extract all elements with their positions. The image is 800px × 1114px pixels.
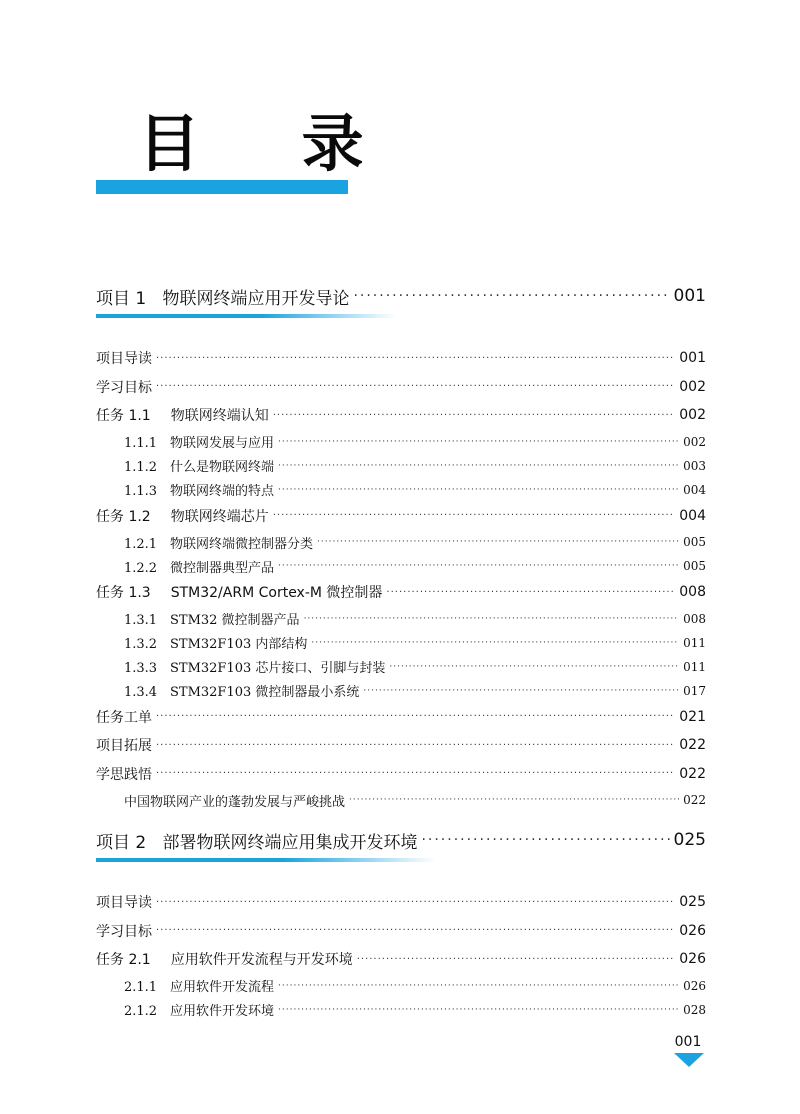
project-page: 001 <box>673 286 706 306</box>
dot-leader <box>278 981 679 991</box>
project-label <box>96 828 417 853</box>
toc-subentry[interactable] <box>96 530 706 554</box>
entry-number: 1.1.2 <box>124 460 158 475</box>
title-underline <box>96 180 348 194</box>
entry-label: 学习目标 <box>96 923 152 940</box>
entry-number: 1.3.3 <box>124 661 158 676</box>
entry-title: 物联网发展与应用 <box>170 436 275 451</box>
dot-leader <box>156 381 675 392</box>
entry-page: 028 <box>683 1002 706 1017</box>
entry-page: 022 <box>683 793 706 807</box>
entry-number: 1.1.1 <box>124 436 158 451</box>
entry-page: 003 <box>683 458 706 473</box>
dot-leader <box>278 437 679 447</box>
entry-title: STM32/ARM Cortex-M 微控制器 <box>170 585 383 602</box>
project-number: 项目 1 <box>96 288 147 309</box>
toc-entry[interactable] <box>96 401 706 430</box>
entry-title: STM32 微控制器产品 <box>170 613 300 628</box>
entry-page: 017 <box>683 683 706 698</box>
entry-number: 1.3.1 <box>124 613 158 628</box>
entry-page: 021 <box>679 708 706 725</box>
dot-leader <box>349 795 679 805</box>
entry-label <box>96 582 382 602</box>
entry-label <box>96 405 269 425</box>
entry-page: 022 <box>679 737 706 754</box>
entry-label <box>96 506 269 526</box>
toc-subentry[interactable] <box>96 974 706 998</box>
dot-leader <box>273 510 676 521</box>
entry-number: 任务 1.3 <box>96 585 151 602</box>
entry-page: 025 <box>679 894 706 911</box>
entry-number: 2.1.1 <box>124 980 158 995</box>
entry-title: 微控制器典型产品 <box>170 560 275 576</box>
toc-entry[interactable] <box>96 373 706 402</box>
dot-leader <box>304 614 680 624</box>
toc-entry[interactable] <box>96 703 706 732</box>
entry-page: 002 <box>679 378 706 395</box>
entry-label <box>124 657 385 676</box>
dot-leader <box>363 686 679 696</box>
entry-title: 物联网终端微控制器分类 <box>170 536 314 552</box>
entry-page: 011 <box>683 659 706 674</box>
page-number-triangle-icon <box>674 1053 704 1067</box>
entry-label: 项目导读 <box>96 351 152 368</box>
entry-number: 1.1.3 <box>124 484 158 499</box>
entry-number: 1.3.4 <box>124 685 158 700</box>
entry-label: 中国物联网产业的蓬勃发展与严峻挑战 <box>124 794 346 810</box>
toc-subentry[interactable] <box>96 554 706 578</box>
entry-page: 005 <box>683 535 706 549</box>
dot-leader <box>156 711 675 722</box>
entry-label: 任务工单 <box>96 709 152 726</box>
entry-number: 1.3.2 <box>124 637 158 652</box>
toc-entry[interactable] <box>96 760 706 789</box>
entry-title: 物联网终端芯片 <box>170 508 269 525</box>
dot-leader <box>357 954 676 965</box>
toc-entry[interactable] <box>96 731 706 760</box>
toc-subentry[interactable] <box>96 607 706 631</box>
dot-leader <box>278 461 679 471</box>
entry-page: 004 <box>683 482 706 497</box>
entry-page: 026 <box>679 951 706 968</box>
toc-subentry[interactable] <box>96 454 706 478</box>
entry-label: 项目拓展 <box>96 738 152 755</box>
entry-number: 任务 1.2 <box>96 508 151 525</box>
dot-leader <box>389 662 679 672</box>
toc-subentry[interactable] <box>96 478 706 502</box>
entry-number: 1.2.1 <box>124 536 158 552</box>
toc-subentry[interactable] <box>96 631 706 655</box>
toc-subentry[interactable] <box>96 679 706 703</box>
page-number: 001 <box>674 1034 702 1050</box>
toc-project-1[interactable] <box>96 278 706 314</box>
entry-label <box>124 681 359 700</box>
toc-subentry[interactable] <box>96 655 706 679</box>
entry-label: 学思践悟 <box>96 766 152 783</box>
entry-page: 002 <box>683 434 706 449</box>
project-page: 025 <box>673 830 706 850</box>
entry-page: 022 <box>679 765 706 782</box>
dot-leader <box>317 537 679 547</box>
entry-page: 001 <box>679 350 706 367</box>
entry-page: 008 <box>679 584 706 601</box>
toc-entry[interactable] <box>96 917 706 946</box>
entry-label <box>124 533 313 552</box>
dot-leader <box>386 587 675 598</box>
entry-number: 2.1.2 <box>124 1004 158 1019</box>
dot-leader <box>273 410 676 421</box>
toc-entry[interactable] <box>96 344 706 373</box>
project-underline <box>96 314 396 318</box>
project-title: 物联网终端应用开发导论 <box>162 288 350 309</box>
dot-leader <box>156 897 675 908</box>
entry-label: 项目导读 <box>96 895 152 912</box>
project-underline <box>96 858 436 862</box>
entry-title: 什么是物联网终端 <box>170 460 275 475</box>
dot-leader <box>311 638 679 648</box>
entry-page: 011 <box>683 635 706 650</box>
toc-subentry[interactable] <box>96 788 706 812</box>
dot-leader <box>156 768 675 779</box>
entry-label <box>124 633 307 652</box>
project-title: 部署物联网终端应用集成开发环境 <box>162 832 418 853</box>
entry-label <box>124 1000 274 1019</box>
entry-label <box>124 456 274 475</box>
entry-number: 1.2.2 <box>124 560 158 576</box>
entry-title: 物联网终端的特点 <box>170 484 275 499</box>
dot-leader <box>353 288 669 304</box>
entry-label <box>124 557 274 576</box>
entry-page: 004 <box>679 507 706 524</box>
entry-title: STM32F103 微控制器最小系统 <box>170 685 360 700</box>
page-title: 目 录 <box>138 107 404 180</box>
toc-project-2[interactable] <box>96 822 706 858</box>
entry-page: 026 <box>679 922 706 939</box>
entry-title: STM32F103 芯片接口、引脚与封装 <box>170 661 386 676</box>
entry-label <box>124 976 274 995</box>
entry-page: 008 <box>683 611 706 626</box>
dot-leader <box>156 925 675 936</box>
dot-leader <box>421 832 669 848</box>
toc-subentry[interactable] <box>96 998 706 1022</box>
entry-label <box>124 432 274 451</box>
dot-leader <box>278 485 679 495</box>
project-number: 项目 2 <box>96 832 147 853</box>
toc-subentry[interactable] <box>96 430 706 454</box>
table-of-contents <box>96 278 706 1022</box>
entry-label <box>124 480 274 499</box>
toc-entry[interactable] <box>96 888 706 917</box>
entry-title: 应用软件开发环境 <box>170 1004 275 1019</box>
dot-leader <box>156 740 675 751</box>
entry-page: 002 <box>679 407 706 424</box>
entry-title: 应用软件开发流程与开发环境 <box>170 952 353 969</box>
entry-label <box>124 609 300 628</box>
project-label <box>96 284 349 309</box>
dot-leader <box>278 1005 679 1015</box>
dot-leader <box>278 561 679 571</box>
entry-number: 任务 2.1 <box>96 952 151 969</box>
entry-label: 学习目标 <box>96 379 152 396</box>
toc-entry[interactable] <box>96 945 706 974</box>
entry-title: 物联网终端认知 <box>170 408 269 425</box>
entry-number: 任务 1.1 <box>96 408 151 425</box>
toc-entry[interactable] <box>96 502 706 531</box>
dot-leader <box>156 353 675 364</box>
entry-page: 005 <box>683 559 706 573</box>
entry-title: STM32F103 内部结构 <box>170 637 308 652</box>
entry-label <box>96 949 353 969</box>
entry-title: 应用软件开发流程 <box>170 980 275 995</box>
entry-page: 026 <box>683 978 706 993</box>
toc-entry[interactable] <box>96 578 706 607</box>
